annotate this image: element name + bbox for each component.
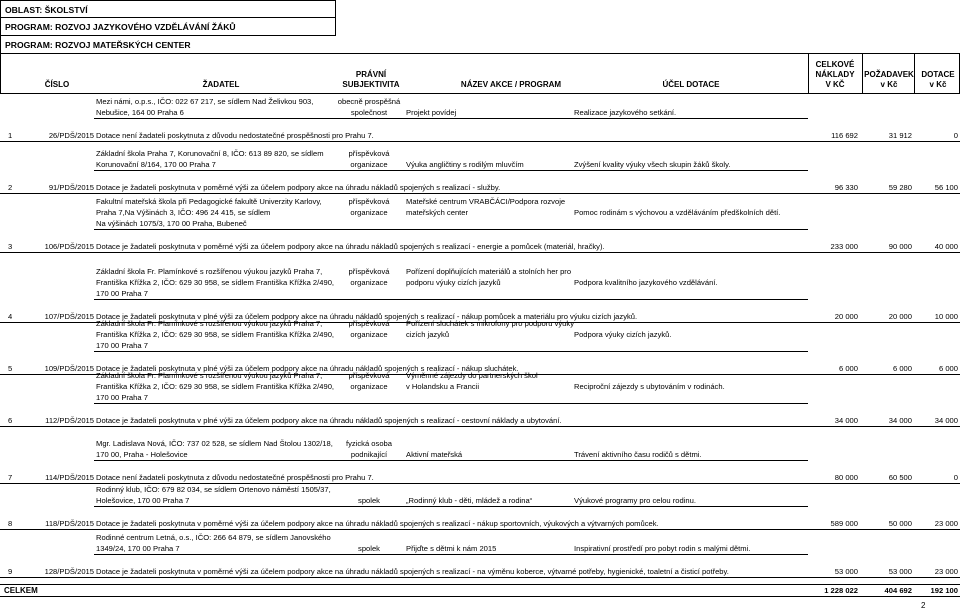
- granted-amount: 40 000: [934, 242, 958, 251]
- decision-note: Dotace není žadateli poskytnuta z důvodu nedostatečné prospěšnosti pro Prahu 7.: [96, 131, 374, 140]
- applicant-line: Fakultní mateřská škola při Pedagogické fakultě Univerzity Karlovy,: [96, 197, 322, 206]
- row-number: 7: [8, 473, 13, 482]
- requested-amount: 53 000: [888, 567, 912, 576]
- total-grant: 192 100: [930, 586, 958, 595]
- detail-rule: [94, 299, 808, 300]
- row-number: 6: [8, 416, 13, 425]
- legal-form: spolek: [358, 496, 380, 505]
- applicant-line: 170 00 Praha 7: [96, 289, 148, 298]
- col-celkove-3: V KČ: [825, 80, 845, 89]
- decision-note: Dotace je žadateli poskytnuta v poměrné výši za účelem podpory akce na úhradu nákladů spojených s realizací - nákup sportovních, výukových a výtvarných pomůcek.: [96, 519, 659, 528]
- row-rule: [0, 252, 960, 253]
- applicant-line: Františka Křížka 2, IČO: 629 30 958, se sídlem Františka Křížka 2/490,: [96, 382, 335, 391]
- legal-form: organizace: [350, 278, 388, 287]
- action-name: mateřských center: [406, 208, 469, 217]
- action-name: podporu výuky cizích jazyků: [406, 278, 501, 287]
- detail-rule: [94, 229, 808, 230]
- total-costs: 53 000: [834, 567, 858, 576]
- granted-amount: 23 000: [934, 519, 958, 528]
- application-id: 107/PDŠ/2015: [44, 312, 94, 321]
- action-name: cizích jazyků: [406, 330, 450, 339]
- purpose: Pomoc rodinám s výchovou a vzděláváním předškolních dětí.: [574, 208, 781, 217]
- detail-rule: [94, 554, 808, 555]
- action-name: Přijďte s dětmi k nám 2015: [406, 544, 497, 553]
- total-costs: 6 000: [838, 364, 858, 373]
- legal-form: příspěvková: [348, 197, 390, 206]
- total-costs: 34 000: [834, 416, 858, 425]
- col-dotace-1: DOTACE: [921, 70, 955, 79]
- legal-form: příspěvková: [348, 371, 390, 380]
- applicant-line: Františka Křížka 2, IČO: 629 30 958, se sídlem Františka Křížka 2/490,: [96, 278, 335, 287]
- row-number: 8: [8, 519, 13, 528]
- decision-note: Dotace je žadateli poskytnuta v poměrné výši za účelem podpory akce na úhradu nákladů spojených s realizací - energie a pomůcek (materiál, hračky).: [96, 242, 605, 251]
- legal-form: příspěvková: [348, 149, 390, 158]
- col-subj-2: SUBJEKTIVITA: [342, 80, 400, 89]
- purpose: Trávení aktivního času rodičů s dětmi.: [574, 450, 702, 459]
- program-title-1: PROGRAM: ROZVOJ JAZYKOVÉHO VZDĚLÁVÁNÍ ŽÁKŮ: [0, 18, 336, 36]
- decision-note: Dotace je žadateli poskytnuta v poměrné výši za účelem podpory akce na úhradu nákladů spojených s realizací - služby.: [96, 183, 501, 192]
- detail-rule: [94, 403, 808, 404]
- applicant-line: Základní škola Praha 7, Korunovační 8, IČO: 613 89 820, se sídlem: [96, 149, 324, 158]
- granted-amount: 34 000: [934, 416, 958, 425]
- application-id: 109/PDŠ/2015: [44, 364, 94, 373]
- total-costs: 1 228 022: [824, 586, 858, 595]
- legal-form: fyzická osoba: [345, 439, 392, 448]
- granted-amount: 6 000: [938, 364, 958, 373]
- applicant-line: Rodinné centrum Letná, o.s., IČO: 266 64 879, se sídlem Janovského: [96, 533, 331, 542]
- granted-amount: 56 100: [934, 183, 958, 192]
- action-name: Projekt povídej: [406, 108, 457, 117]
- col-sep: [808, 54, 809, 94]
- row-number: 3: [8, 242, 13, 251]
- row-rule: [0, 193, 960, 194]
- col-celkove-2: NÁKLADY: [815, 70, 855, 79]
- legal-form: organizace: [350, 382, 388, 391]
- legal-form: společnost: [350, 108, 388, 117]
- total-label: CELKEM: [4, 586, 38, 595]
- applicant-line: 170 00 Praha 7: [96, 393, 148, 402]
- action-name: „Rodinný klub - děti, mládež a rodina“: [406, 496, 533, 505]
- application-id: 114/PDŠ/2015: [45, 473, 94, 482]
- application-id: 112/PDŠ/2015: [45, 416, 94, 425]
- granted-amount: 0: [953, 473, 958, 482]
- page-number: 2: [921, 601, 926, 610]
- program-title-2: PROGRAM: ROZVOJ MATEŘSKÝCH CENTER: [0, 36, 960, 54]
- applicant-line: 170 00, Praha - Holešovice: [96, 450, 188, 459]
- applicant-line: Holešovice, 170 00 Praha 7: [96, 496, 190, 505]
- applicant-line: Mgr. Ladislava Nová, IČO: 737 02 528, se sídlem Nad Štolou 1302/18,: [96, 439, 333, 448]
- applicant-line: Františka Křížka 2, IČO: 629 30 958, se sídlem Františka Křížka 2/490,: [96, 330, 335, 339]
- detail-rule: [94, 170, 808, 171]
- purpose: Inspirativní prostředí pro pobyt rodin s malými dětmi.: [574, 544, 751, 553]
- detail-rule: [94, 460, 808, 461]
- total-request: 404 692: [884, 586, 912, 595]
- purpose: Podpora kvalitního jazykového vzdělávání.: [574, 278, 718, 287]
- decision-note: Dotace není žadateli poskytnuta z důvodu nedostatečné prospěšnosti pro Prahu 7.: [96, 473, 374, 482]
- action-name: Aktivní mateřská: [406, 450, 463, 459]
- row-rule: [0, 529, 960, 530]
- legal-form: organizace: [350, 330, 388, 339]
- requested-amount: 59 280: [888, 183, 912, 192]
- legal-form: organizace: [350, 208, 388, 217]
- applicant-line: Nebušice, 164 00 Praha 6: [96, 108, 184, 117]
- row-number: 9: [8, 567, 13, 576]
- requested-amount: 34 000: [888, 416, 912, 425]
- detail-rule: [94, 118, 808, 119]
- legal-form: obecně prospěšná: [337, 97, 401, 106]
- header-block: [0, 0, 960, 54]
- total-costs: 116 692: [831, 131, 858, 140]
- row-rule: [0, 577, 960, 578]
- requested-amount: 6 000: [892, 364, 912, 373]
- granted-amount: 23 000: [934, 567, 958, 576]
- detail-rule: [94, 506, 808, 507]
- legal-form: organizace: [350, 160, 388, 169]
- total-costs: 233 000: [830, 242, 858, 251]
- granted-amount: 0: [953, 131, 958, 140]
- applicant-line: Rodinný klub, IČO: 679 82 034, se sídlem Ortenovo náměstí 1505/37,: [96, 485, 331, 494]
- application-id: 91/PDŠ/2015: [48, 183, 94, 192]
- row-number: 2: [8, 183, 13, 192]
- decision-note: Dotace je žadateli poskytnuta v poměrné výši za účelem podpory akce na úhradu nákladů spojených s realizací - na výměnu koberce, výtvarné potřeby, hygienické, toaletní a čisticí potřeby.: [96, 567, 729, 576]
- requested-amount: 50 000: [888, 519, 912, 528]
- requested-amount: 20 000: [888, 312, 912, 321]
- purpose: Realizace jazykového setkání.: [574, 108, 677, 117]
- action-name: Pořízení sluchátek s mikrofony pro podporu výuky: [406, 319, 574, 328]
- action-name: Pořízení doplňujících materiálů a stolních her pro: [406, 267, 572, 276]
- applicant-line: 1349/24, 170 00 Praha 7: [96, 544, 180, 553]
- purpose: Podpora výuky cizích jazyků.: [574, 330, 672, 339]
- decision-note: Dotace je žadateli poskytnuta v plné výši za účelem podpory akce na úhradu nákladů spojených s realizací - cestovní náklady a ubytování.: [96, 416, 562, 425]
- col-pozadavek-2: v Kč: [880, 80, 898, 89]
- detail-rule: [94, 351, 808, 352]
- row-number: 4: [8, 312, 13, 321]
- row-rule: [0, 426, 960, 427]
- col-dotace-2: v Kč: [929, 80, 947, 89]
- legal-form: příspěvková: [348, 267, 390, 276]
- col-nazev: NÁZEV AKCE / PROGRAM: [460, 80, 562, 89]
- total-costs: 80 000: [834, 473, 858, 482]
- total-costs: 20 000: [834, 312, 858, 321]
- applicant-line: Základní škola Fr. Plamínkové s rozšířenou výukou jazyků Praha 7,: [96, 267, 323, 276]
- decision-note: Dotace je žadateli poskytnuta v plné výši za účelem podpory akce na úhradu nákladů spojených s realizací - nákup sluchátek.: [96, 364, 519, 373]
- legal-form: spolek: [358, 544, 380, 553]
- decision-note: Dotace je žadateli poskytnuta v plné výši za účelem podpory akce na úhradu nákladů spojených s realizací - nákup pomůcek a materiálu pro výuku cizích jazyků.: [96, 312, 638, 321]
- column-header: [0, 54, 960, 94]
- applicant-line: Základní škola Fr. Plamínkové s rozšířenou výukou jazyků Praha 7,: [96, 371, 323, 380]
- col-zadatel: ŽADATEL: [202, 80, 240, 89]
- granted-amount: 10 000: [934, 312, 958, 321]
- requested-amount: 90 000: [888, 242, 912, 251]
- applicant-line: Mezi námi, o.p.s., IČO: 022 67 217, se sídlem Nad Želivkou 903,: [96, 97, 314, 106]
- applicant-line: Na výšinách 1075/3, 170 00 Praha, Bubeneč: [96, 219, 247, 228]
- purpose: Reciproční zájezdy s ubytováním v rodinách.: [574, 382, 725, 391]
- legal-form: podnikající: [350, 450, 388, 459]
- col-celkove-1: CELKOVÉ: [815, 60, 855, 69]
- row-rule: [0, 141, 960, 142]
- total-costs: 589 000: [830, 519, 858, 528]
- application-id: 118/PDŠ/2015: [45, 519, 94, 528]
- footer-rule-bottom: [0, 596, 960, 597]
- applicant-line: 170 00 Praha 7: [96, 341, 148, 350]
- total-costs: 96 330: [834, 183, 858, 192]
- legal-form: příspěvková: [348, 319, 390, 328]
- col-sep: [914, 54, 915, 94]
- requested-amount: 60 500: [888, 473, 912, 482]
- requested-amount: 31 912: [888, 131, 912, 140]
- applicant-line: Základní škola Fr. Plamínkové s rozšířenou výukou jazyků Praha 7,: [96, 319, 323, 328]
- application-id: 128/PDŠ/2015: [44, 567, 94, 576]
- row-number: 5: [8, 364, 13, 373]
- col-ucel: ÚČEL DOTACE: [662, 80, 720, 89]
- action-name: v Holandsku a Francii: [406, 382, 480, 391]
- col-cislo: ČÍSLO: [44, 80, 70, 89]
- action-name: Mateřské centrum VRABČÁCI/Podpora rozvoje: [406, 197, 566, 206]
- col-pozadavek-1: POŽADAVEK: [864, 70, 914, 79]
- col-subj-1: PRÁVNÍ: [355, 70, 387, 79]
- oblast-title: OBLAST: ŠKOLSTVÍ: [0, 0, 336, 18]
- action-name: Výuka angličtiny s rodilým mluvčím: [406, 160, 524, 169]
- purpose: Zvýšení kvality výuky všech skupin žáků školy.: [574, 160, 731, 169]
- application-id: 106/PDŠ/2015: [44, 242, 94, 251]
- applicant-line: Korunovační 8/164, 170 00 Praha 7: [96, 160, 216, 169]
- applicant-line: Praha 7,Na Výšinách 3, IČO: 496 24 415, se sídlem: [96, 208, 271, 217]
- row-number: 1: [8, 131, 13, 140]
- col-sep: [862, 54, 863, 94]
- purpose: Výukové programy pro celou rodinu.: [574, 496, 696, 505]
- application-id: 26/PDŠ/2015: [48, 131, 94, 140]
- action-name: Výměnné zájezdy do partnerských škol: [406, 371, 538, 380]
